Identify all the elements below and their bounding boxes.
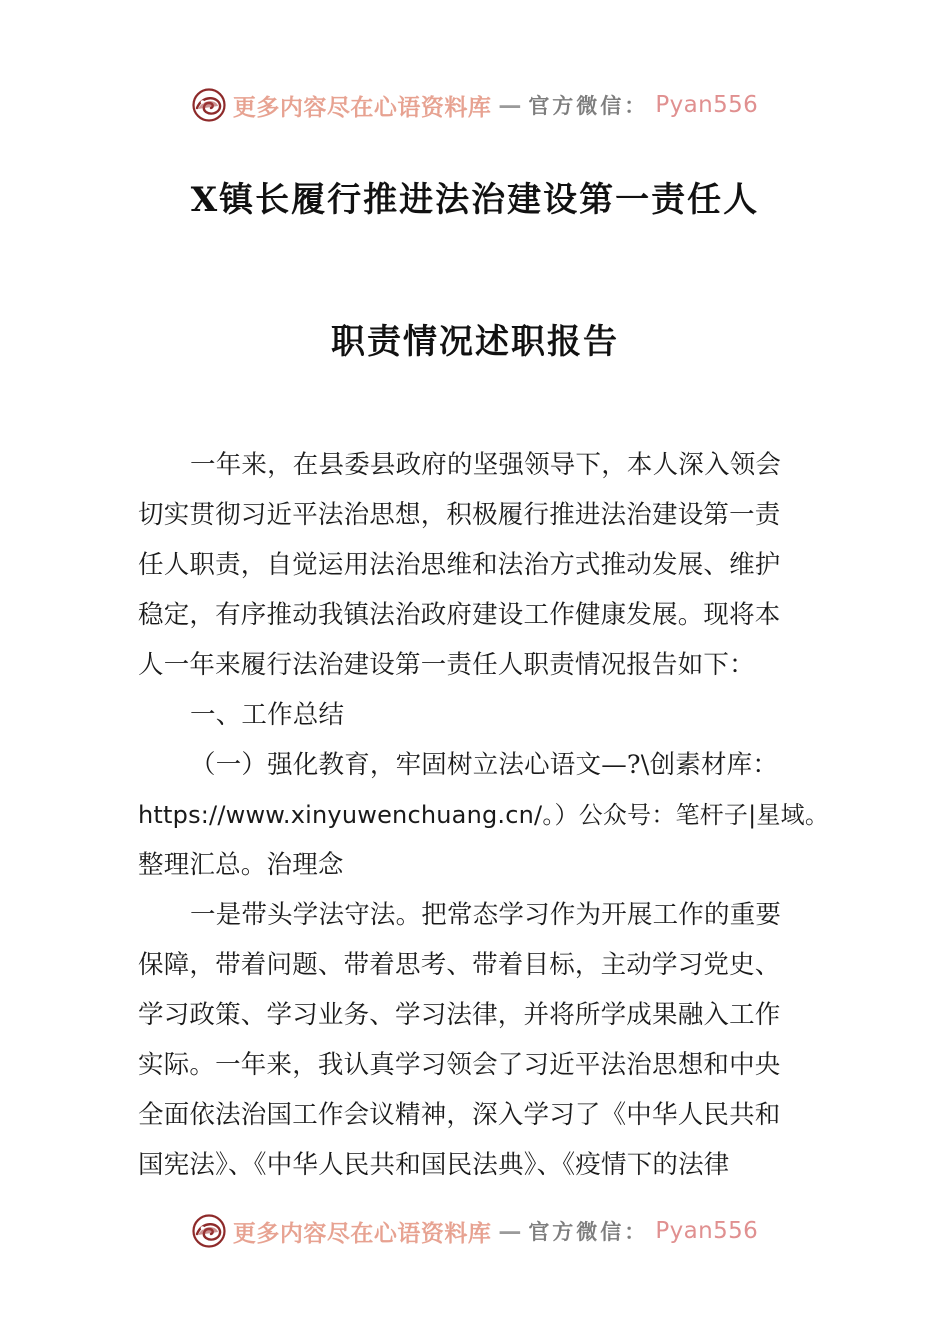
body-line: https://www.xinyuwenchuang.cn/。）公众号：笔杆子|星域。: [138, 801, 830, 829]
footer-watermark: [0, 1208, 950, 1254]
body-line: 一年来，在县委县政府的坚强领导下，本人深入领会: [190, 450, 782, 480]
document-body: [138, 440, 830, 1190]
body-line: 切实贯彻习近平法治思想，积极履行推进法治建设第一责: [138, 500, 781, 530]
document-title-line-2: 职责情况述职报告: [331, 322, 619, 362]
body-line: （一）强化教育，牢固树立法心语文—?\创素材库：: [190, 750, 779, 780]
watermark-wechat-label: 官方微信：: [528, 93, 649, 118]
body-line: 实际。一年来，我认真学习领会了习近平法治思想和中央: [138, 1050, 781, 1080]
watermark-content: [192, 88, 758, 122]
watermark-wechat-id: Pyan556: [655, 92, 759, 118]
body-line: 国宪法》、《中华人民共和国民法典》、《疫情下的法律: [138, 1150, 730, 1180]
body-line: 整理汇总。治理念: [138, 850, 344, 880]
watermark-brand-text: 更多内容尽在心语资料库: [232, 1219, 492, 1247]
body-line: 全面依法治国工作会议精神，深入学习了《中华人民共和: [138, 1100, 781, 1130]
watermark-wechat-label: 官方微信：: [528, 1219, 649, 1244]
watermark-content: [192, 1214, 758, 1248]
header-watermark: [0, 82, 950, 128]
watermark-wechat-id: Pyan556: [655, 1218, 759, 1244]
body-line: 任人职责，自觉运用法治思维和法治方式推动发展、维护: [138, 550, 781, 580]
body-line: 人一年来履行法治建设第一责任人职责情况报告如下：: [138, 650, 755, 680]
watermark-dash: —: [498, 91, 522, 119]
body-line: 一、工作总结: [190, 700, 345, 730]
document-title-line-1: X镇长履行推进法治建设第一责任人: [190, 180, 760, 220]
body-line: 保障，带着问题、带着思考、带着目标，主动学习党史、: [138, 950, 781, 980]
body-line: 一是带头学法守法。把常态学习作为开展工作的重要: [190, 900, 782, 930]
swirl-emblem-icon: [192, 1214, 226, 1248]
swirl-emblem-icon: [192, 88, 226, 122]
watermark-brand-text: 更多内容尽在心语资料库: [232, 93, 492, 121]
watermark-dash: —: [498, 1217, 522, 1245]
body-line: 学习政策、学习业务、学习法律，并将所学成果融入工作: [138, 1000, 781, 1030]
body-line: 稳定，有序推动我镇法治政府建设工作健康发展。现将本: [138, 600, 781, 630]
